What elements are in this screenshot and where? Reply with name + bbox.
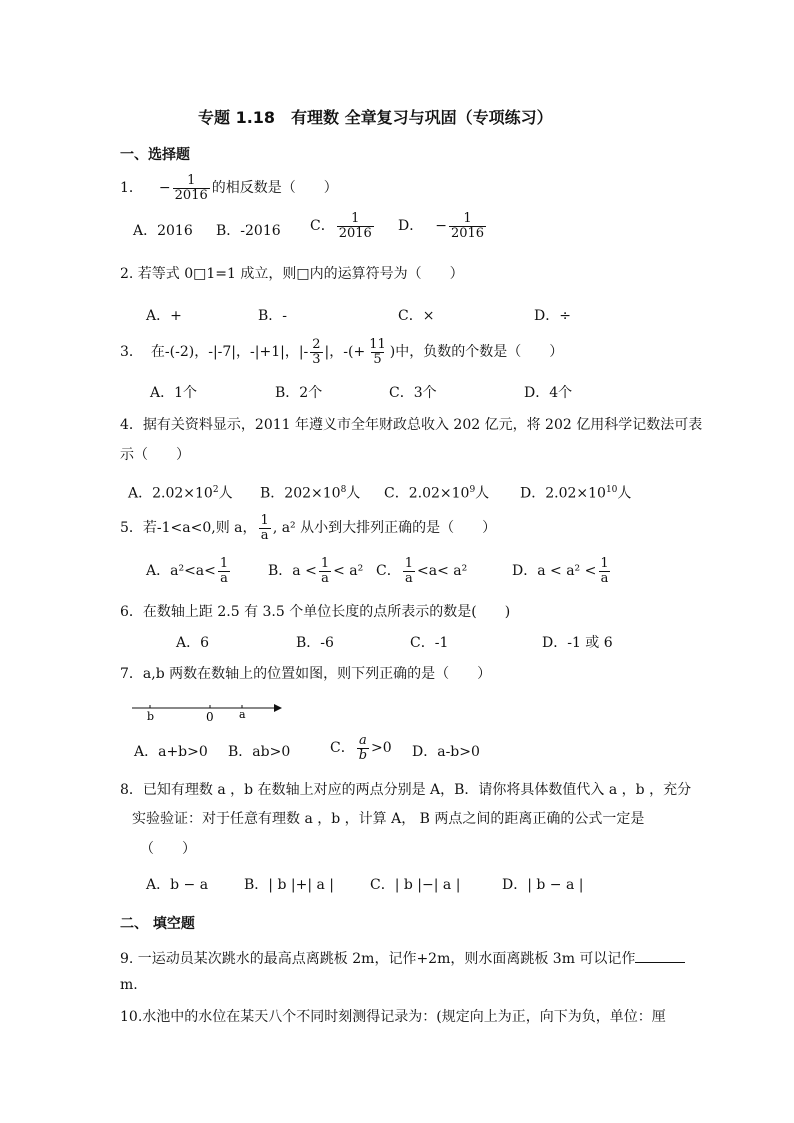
question-text: 若-1<a<0,则 a， (142, 520, 257, 537)
option-c: C．-1 (410, 635, 449, 651)
section-heading-fill-in: 二、 填空题 (120, 916, 195, 932)
option-text: < a² (333, 563, 364, 580)
fraction-numerator: 1 (404, 556, 413, 571)
fraction-numerator: 1 (600, 556, 609, 571)
option-a: A．6 (176, 635, 210, 651)
fraction-denominator: 2016 (338, 225, 372, 241)
option-c (376, 557, 467, 585)
axis-label-b: b (147, 710, 155, 723)
fraction-numerator: 2 (312, 337, 321, 352)
unit: 人 (346, 485, 361, 502)
option-b: B．-6 (296, 635, 334, 651)
option-a: A．2016 (133, 223, 193, 239)
unit: 人 (617, 485, 632, 502)
fraction-numerator: 1 (260, 513, 269, 528)
option-d: D．4个 (524, 385, 573, 401)
page-title: 专题 1.18 有理数 全章复习与巩固（专项练习） (198, 108, 553, 127)
option-text: A．a²<a< (146, 563, 216, 580)
fraction-numerator: 1 (320, 556, 330, 571)
option-b: B．| b |+| a | (244, 877, 334, 893)
fraction (319, 557, 331, 585)
option-c (310, 212, 376, 240)
option-a (146, 557, 232, 585)
fraction (357, 734, 369, 762)
option-b: B．- (258, 308, 288, 324)
axis-label-zero: 0 (206, 710, 214, 724)
fraction-denominator: 2016 (450, 225, 485, 241)
option-a: A．1个 (150, 385, 198, 401)
section-heading-choice: 一、选择题 (120, 147, 190, 163)
question-6: 6．在数轴上距 2.5 有 3.5 个单位长度的点所表示的数是( ) (120, 604, 511, 620)
unit: 人 (475, 485, 490, 502)
arrow-head-icon (274, 704, 282, 712)
option-a (128, 486, 233, 501)
axis-label-a: a (239, 708, 246, 721)
option-c: C．3个 (389, 385, 437, 401)
option-c: C．× (398, 308, 435, 324)
exponent: 2 (212, 485, 219, 495)
fraction (449, 212, 486, 240)
fraction-denominator: a (600, 570, 609, 586)
option-d (520, 486, 631, 501)
option-b: B．2个 (275, 385, 323, 401)
option-text: A．2.02×10 (128, 485, 213, 502)
fraction (367, 338, 388, 366)
fraction-numerator: 1 (463, 211, 472, 226)
fraction-denominator: 2016 (174, 187, 208, 203)
option-c (330, 734, 392, 762)
fraction-numerator: 11 (369, 337, 386, 352)
question-10-line-1: 10.水池中的水位在某天八个不同时刻测得记录为：(规定向上为正，向下为负，单位：厘 (120, 1009, 666, 1025)
question-text: 9. 一运动员某次跳水的最高点离跳板 2m，记作+2m，则水面离跳板 3m 可以记作 (120, 951, 636, 967)
option-text: C．2.02×10 (384, 485, 470, 502)
fraction-numerator: a (359, 733, 367, 748)
question-4-line-1: 4．据有关资料显示，2011 年遵义市全年财政总收入 202 亿元，将 202 亿用科学记数法可表 (120, 417, 703, 433)
option-b: B．-2016 (216, 223, 281, 239)
option-label: C． (310, 218, 335, 235)
question-number: 1． (120, 180, 143, 197)
fraction-denominator: 5 (373, 351, 382, 367)
exponent: 8 (340, 485, 347, 495)
fraction-numerator: 1 (219, 556, 229, 571)
question-text: )中，负数的个数是（ ） (389, 344, 564, 361)
minus-sign: − (158, 180, 171, 197)
question-3 (120, 338, 563, 366)
fraction (598, 557, 610, 585)
question-1 (120, 174, 338, 202)
question-number: 3． (120, 344, 143, 361)
question-8-line-2: 实验验证：对于任意有理数 a ，b ，计算 A， B 两点之间的距离正确的公式一定是 (132, 811, 645, 827)
option-text: D．2.02×10 (520, 485, 606, 502)
question-text: 在-(-2)，-|-7|，-|+1|，|- (150, 344, 309, 361)
question-9-line-2: m. (120, 977, 138, 993)
option-a: A．a+b>0 (134, 744, 208, 760)
option-d: D．a-b>0 (412, 744, 480, 760)
fraction (173, 174, 210, 202)
option-d: D．÷ (534, 308, 571, 324)
option-b (268, 557, 363, 585)
question-number: 5． (120, 520, 143, 537)
option-label: D． (398, 218, 424, 235)
fraction-denominator: a (404, 570, 413, 586)
option-b: B．ab>0 (228, 744, 291, 760)
unit: 人 (218, 485, 233, 502)
option-text: D．a < a² < (512, 563, 597, 580)
fraction (403, 557, 415, 585)
question-text: |，-(+ (324, 344, 366, 361)
fraction-denominator: a (220, 570, 228, 586)
option-b (260, 486, 360, 501)
fraction-numerator: 1 (351, 211, 360, 226)
minus-sign: − (435, 218, 447, 235)
exponent: 9 (469, 485, 476, 495)
question-8-line-1: 8．已知有理数 a ，b 在数轴上对应的两点分别是 A，B．请你将具体数值代入 a ，b ，充分 (120, 782, 692, 798)
question-text: 的相反数是（ ） (211, 180, 338, 197)
question-4-line-2: 示（ ） (120, 447, 190, 463)
exponent: 10 (605, 485, 618, 495)
option-c (384, 486, 489, 501)
question-text: , a² 从小到大排列正确的是（ ） (272, 520, 497, 537)
question-5 (120, 514, 496, 542)
option-c: C．| b |−| a | (370, 877, 461, 893)
option-a: A．+ (146, 308, 182, 324)
option-text: B．202×10 (260, 485, 341, 502)
option-a: A．b − a (146, 877, 209, 893)
number-line-figure (128, 696, 288, 726)
fraction (259, 514, 271, 542)
fraction-denominator: 3 (312, 351, 321, 367)
answer-blank[interactable] (635, 948, 685, 963)
option-text: B．a < (268, 563, 317, 580)
fraction-denominator: a (260, 527, 269, 543)
option-text: >0 (371, 740, 392, 757)
option-text: C． (376, 563, 401, 580)
fraction (218, 557, 230, 585)
option-d (398, 212, 488, 240)
option-d (512, 557, 613, 585)
question-9-line-1 (120, 948, 685, 966)
fraction-denominator: b (358, 747, 368, 763)
option-d: D．-1 或 6 (542, 635, 613, 651)
fraction (310, 338, 322, 366)
option-text: <a< a² (417, 563, 468, 580)
fraction (337, 212, 374, 240)
question-2: 2. 若等式 0□1=1 成立，则□内的运算符号为（ ） (120, 266, 464, 282)
option-label: C． (330, 740, 355, 757)
fraction-denominator: a (321, 570, 329, 586)
option-d: D．| b − a | (502, 877, 584, 893)
question-7: 7．a,b 两数在数轴上的位置如图，则下列正确的是（ ） (120, 666, 492, 682)
question-8-line-3: （ ） (140, 841, 196, 857)
fraction-numerator: 1 (187, 173, 196, 188)
